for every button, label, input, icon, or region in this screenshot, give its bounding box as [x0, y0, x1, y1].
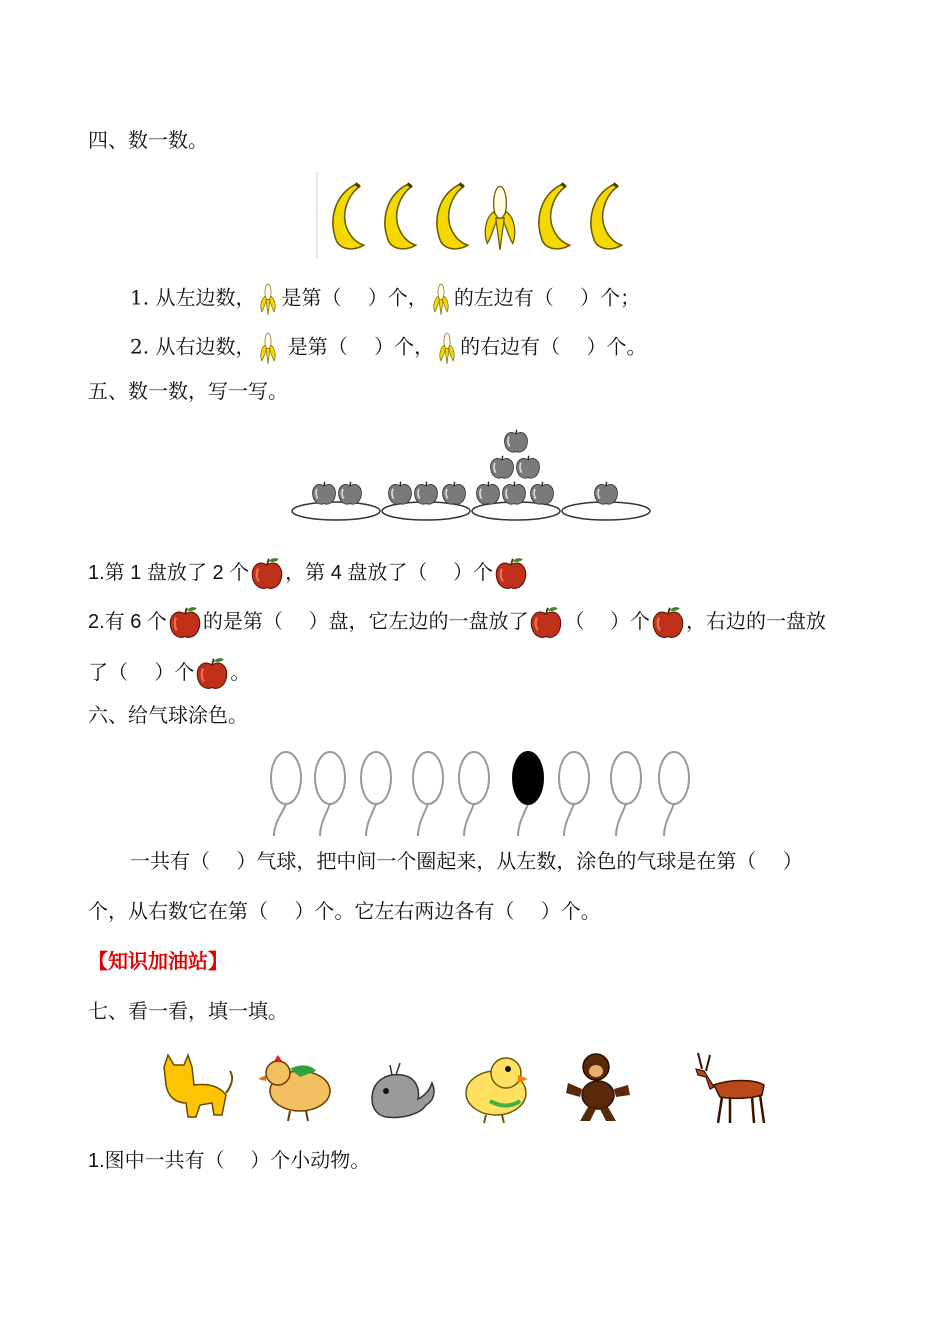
- deer-icon: [696, 1053, 764, 1123]
- peeled-banana-icon: [255, 281, 281, 317]
- apple-icon: [167, 605, 203, 641]
- section-6-title: 六、给气球涂色。: [88, 703, 248, 727]
- knowledge-station-label: 【知识加油站】: [88, 949, 228, 973]
- section-6-line-2: 个，从右数它在第（ ）个。它左右两边各有（ ）个。: [88, 899, 601, 923]
- section-7-title: 七、看一看，填一填。: [88, 999, 288, 1023]
- apple-plates-figure: [290, 425, 652, 525]
- banana-row-figure: [316, 170, 638, 260]
- peeled-banana-icon: [434, 330, 460, 366]
- apple-icon: [528, 605, 564, 641]
- balloon-row: [262, 740, 702, 838]
- section-5-q1: 1.第 1 盘放了 2 个 ，第 4 盘放了（ ）个: [88, 555, 529, 592]
- hen-icon: [258, 1055, 330, 1121]
- balloon-row-figure: [262, 740, 702, 838]
- peeled-banana-icon: [255, 330, 281, 366]
- animal-row: [150, 1045, 790, 1125]
- section-5-title: 五、数一数，写一写。: [88, 379, 288, 403]
- cat-icon: [164, 1055, 232, 1117]
- section-7-q1: 1.图中一共有（ ）个小动物。: [88, 1150, 371, 1172]
- apple-icon: [249, 556, 285, 592]
- section-5-q2: 2.有 6 个 的是第（ ）盘，它左边的一盘放了 （ ）个 ，右边的一盘放: [88, 604, 826, 641]
- apple-plates: [290, 425, 652, 525]
- whale-icon: [372, 1063, 434, 1118]
- apple-icon: [650, 605, 686, 641]
- chick-icon: [466, 1058, 528, 1123]
- section-6-line-1: 一共有（ ）气球，把中间一个圈起来，从左数，涂色的气球是在第（ ）: [130, 849, 803, 873]
- peeled-banana-icon: [428, 281, 454, 317]
- apple-icon: [194, 656, 230, 692]
- apple-icon: [493, 556, 529, 592]
- section-5-q2-continued: 了（ ）个 。: [88, 654, 250, 692]
- section-4-q2: 2. 从右边数， 是第（ ）个， 的右边有（ ）个。: [130, 330, 647, 366]
- banana-row: [316, 170, 638, 260]
- monkey-icon: [566, 1054, 630, 1121]
- animal-row-figure: [150, 1045, 790, 1125]
- section-4-q1: 1. 从左边数， 是第（ ）个， 的左边有（ ）个；: [130, 281, 640, 317]
- section-4-title: 四、数一数。: [88, 128, 208, 152]
